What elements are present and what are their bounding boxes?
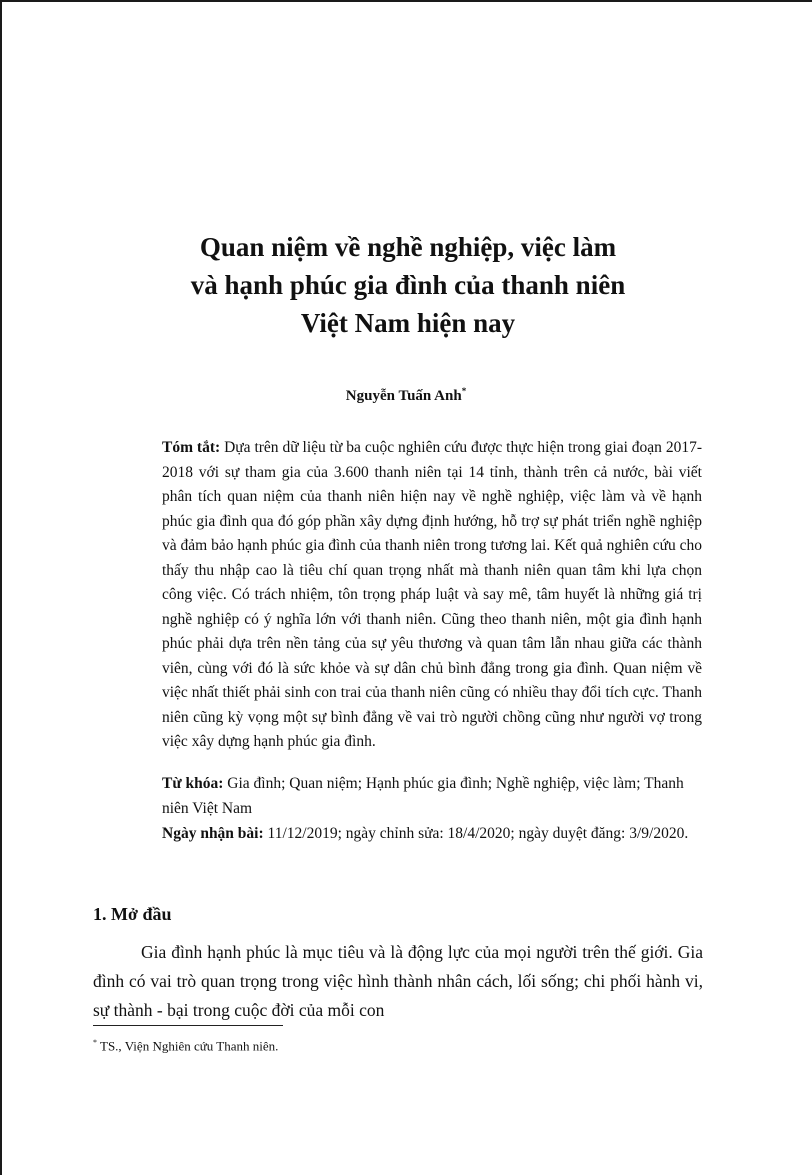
title-line-3: Việt Nam hiện nay — [300, 308, 516, 338]
scan-left-edge — [0, 0, 2, 1175]
keywords-label: Từ khóa: — [162, 775, 224, 792]
footnote-rule — [93, 1025, 283, 1026]
footnote-mark: * — [93, 1038, 97, 1047]
abstract-text: Dựa trên dữ liệu từ ba cuộc nghiên cứu được thực hiện trong giai đoạn 2017-2018 với sự tham gia của 3.600 thanh niên tại 14 tỉnh, thành trên cả nước, bài viết phân tích quan niệm của thanh niên hiện nay về nghề nghiệp, việc làm và về hạnh phúc gia đình qua đó góp phần xây dựng định hướng, hỗ trợ sự phát triển nghề nghiệp và đảm bảo hạnh phúc gia đình của thanh niên trong tương lai. Kết quả nghiên cứu cho thấy thu nhập cao là tiêu chí quan trọng nhất mà thanh niên quan tâm khi lựa chọn công việc. Có trách nhiệm, tôn trọng pháp luật và say mê, tâm huyết là những giá trị nghề nghiệp có ý nghĩa lớn với thanh niên. Cũng theo thanh niên, một gia đình hạnh phúc phải dựa trên nền tảng của sự yêu thương và quan tâm lẫn nhau giữa các thành viên, cùng với đó là sức khỏe và sự dân chủ bình đẳng trong gia đình. Quan niệm về việc nhất thiết phải sinh con trai của thanh niên cũng có nhiều thay đổi tích cực. Thanh niên cũng kỳ vọng một sự bình đẳng về vai trò người chồng cũng như người vợ trong việc xây dựng hạnh phúc gia đình. — [162, 439, 703, 750]
author-line — [0, 386, 812, 405]
scan-top-edge — [0, 0, 812, 2]
title-line-1: Quan niệm về nghề nghiệp, việc làm — [199, 232, 617, 262]
author-name: Nguyễn Tuấn Anh — [345, 388, 462, 404]
title-line-2: và hạnh phúc gia đình của thanh niên — [190, 270, 626, 300]
keywords-text: Gia đình; Quan niệm; Hạnh phúc gia đình; Nghề nghiệp, việc làm; Thanh niên Việt Nam — [162, 775, 684, 817]
footnote-text: TS., Viện Nghiên cứu Thanh niên. — [100, 1038, 279, 1054]
abstract — [162, 436, 702, 755]
section-heading: 1. Mở đầu — [93, 904, 172, 924]
dates-label: Ngày nhận bài: — [162, 825, 264, 842]
dates-text: 11/12/2019; ngày chỉnh sửa: 18/4/2020; ngày duyệt đăng: 3/9/2020. — [267, 825, 689, 842]
abstract-label: Tóm tắt: — [162, 439, 221, 456]
section-paragraph: Gia đình hạnh phúc là mục tiêu và là động lực của mọi người trên thế giới. Gia đình có vai trò quan trọng trong việc hình thành nhân cách, lối sống; chi phối hành vi, sự thành - bại trong cuộc đời của mỗi con — [93, 942, 703, 1020]
author-footnote-mark: * — [461, 386, 467, 396]
received-dates — [162, 822, 702, 847]
article-title — [100, 228, 716, 342]
footnote — [93, 1038, 278, 1054]
keywords — [162, 772, 702, 821]
